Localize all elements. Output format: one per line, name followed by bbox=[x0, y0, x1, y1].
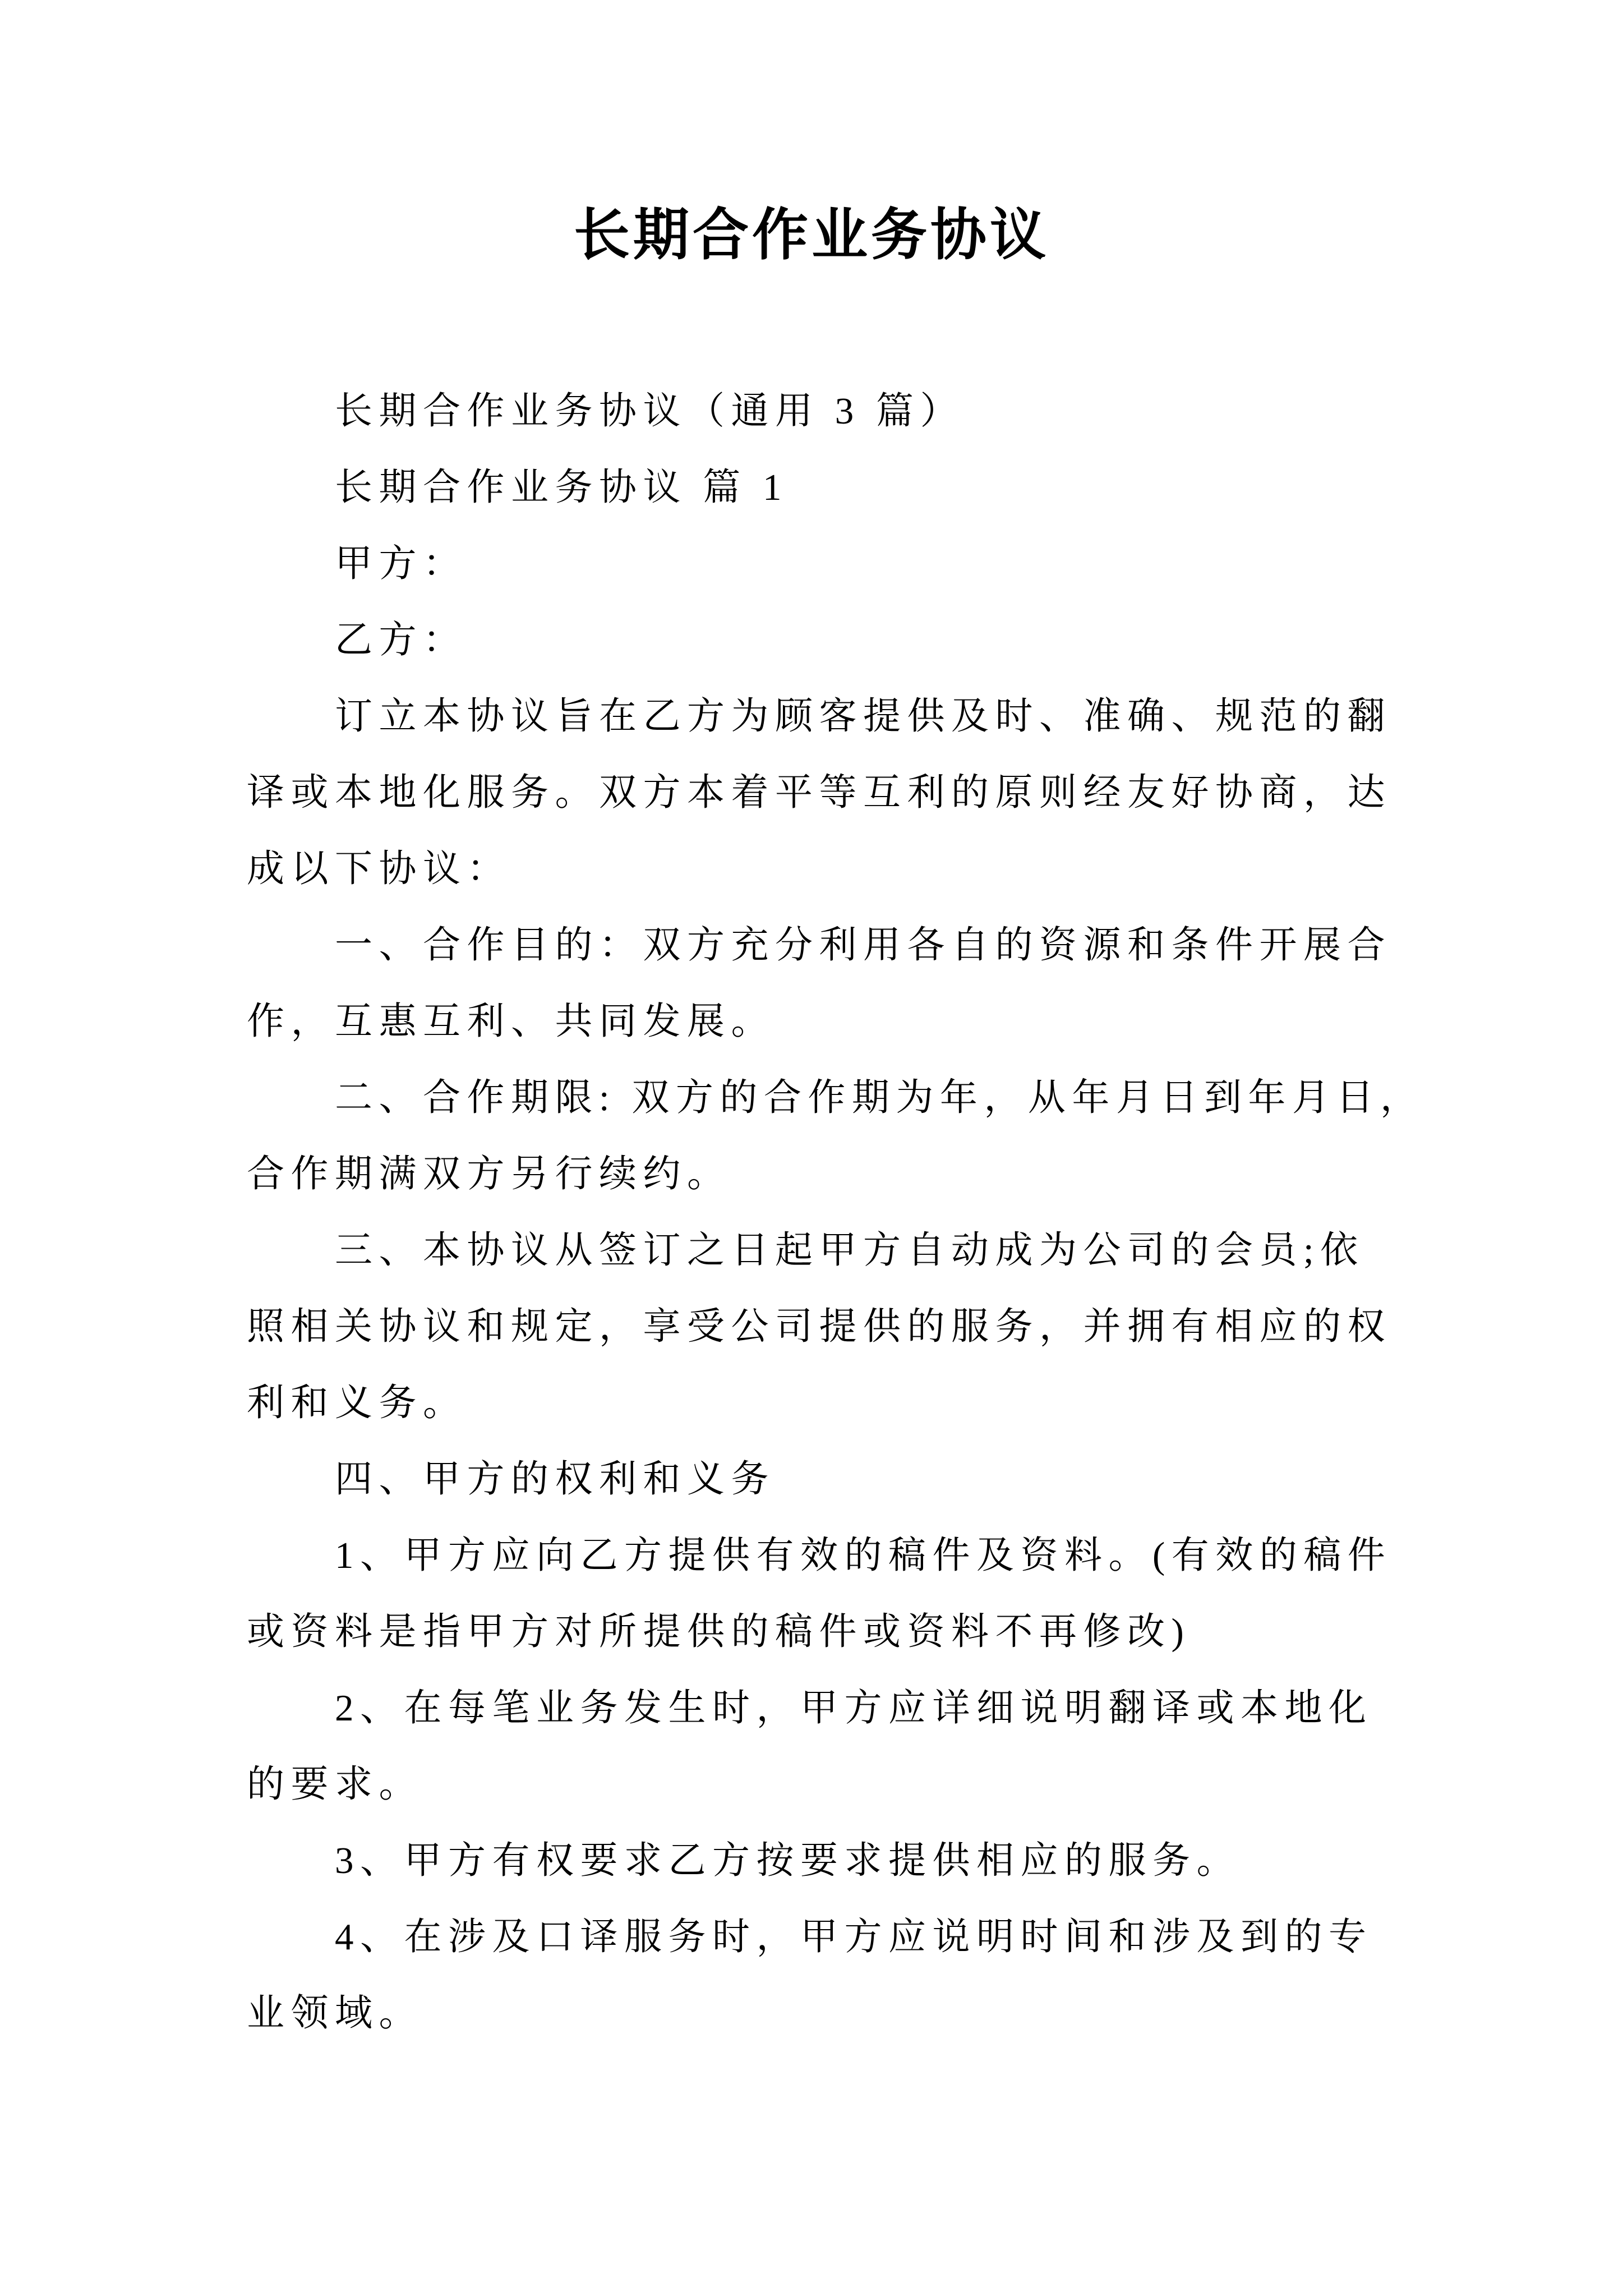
document-line: 甲方： bbox=[335, 543, 467, 585]
document-line: 作，互惠互利、共同发展。 bbox=[247, 1001, 775, 1042]
document-body bbox=[0, 373, 1623, 2051]
document-line: 成以下协议： bbox=[247, 848, 511, 890]
document-line: 译或本地化服务。双方本着平等互利的原则经友好协商，达 bbox=[247, 772, 1391, 813]
document-line: 长期合作业务协议（通用 3 篇） bbox=[335, 390, 964, 432]
document-line: 利和义务。 bbox=[247, 1382, 467, 1424]
document-line: 合作期满双方另行续约。 bbox=[247, 1153, 731, 1195]
document-line: 照相关协议和规定，享受公司提供的服务，并拥有相应的权 bbox=[247, 1306, 1391, 1347]
document-line: 长期合作业务协议 篇 1 bbox=[335, 467, 788, 508]
document-line: 四、甲方的权利和义务 bbox=[335, 1458, 775, 1500]
document-line: 3、甲方有权要求乙方按要求提供相应的服务。 bbox=[335, 1840, 1241, 1881]
document-line: 业领域。 bbox=[247, 1993, 423, 2034]
document-line: 或资料是指甲方对所提供的稿件或资料不再修改) bbox=[247, 1611, 1191, 1653]
document-line: 乙方： bbox=[335, 619, 467, 661]
document-line: 二、合作期限: 双方的合作期为年，从年月日到年月日， bbox=[335, 1077, 1424, 1119]
document-title: 长期合作业务协议 bbox=[574, 204, 1049, 266]
document-line: 订立本协议旨在乙方为顾客提供及时、准确、规范的翻 bbox=[335, 696, 1391, 737]
document-line: 2、在每笔业务发生时，甲方应详细说明翻译或本地化 bbox=[335, 1687, 1373, 1729]
document-line: 4、在涉及口译服务时，甲方应说明时间和涉及到的专 bbox=[335, 1916, 1373, 1958]
document-line: 的要求。 bbox=[247, 1764, 423, 1805]
document-line: 一、合作目的：双方充分利用各自的资源和条件开展合 bbox=[335, 924, 1391, 966]
document-line: 三、本协议从签订之日起甲方自动成为公司的会员;依 bbox=[335, 1230, 1364, 1271]
document-line: 1、甲方应向乙方提供有效的稿件及资料。(有效的稿件 bbox=[335, 1535, 1392, 1576]
